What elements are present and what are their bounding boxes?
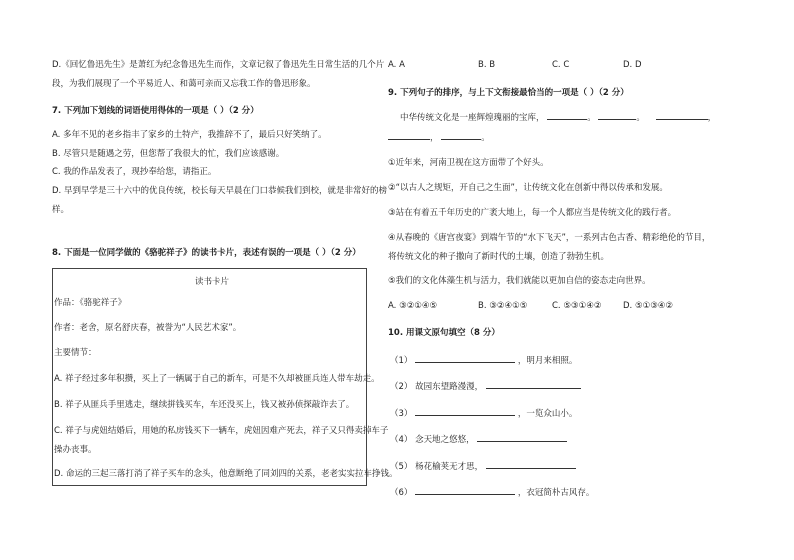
q7-option-a: A. 多年不见的老乡指丰了家乡的土特产，我推辞不了，最后只好笑纳了。 <box>52 130 327 140</box>
item-number: （2） <box>390 382 413 392</box>
blank-line[interactable] <box>598 119 636 120</box>
item-text: 故园东望路漫漫， <box>415 382 484 392</box>
card-option-c-line1: C. 祥子与虎妞结婚后，用她的私房钱买下一辆车，虎妞因难产死去，祥子又只得卖掉车子 <box>54 426 389 436</box>
card-heading: 读书卡片 <box>195 277 230 287</box>
blank-line[interactable] <box>441 139 481 140</box>
item-text: 念天地之悠悠， <box>415 435 475 445</box>
card-option-a: A. 祥子经过多年积攒，买上了一辆属于自己的新车，可是不久却被匪兵连人带车劫走。 <box>54 374 380 384</box>
card-work: 作品：《骆驼祥子》 <box>54 298 127 308</box>
item-text: ，衣冠简朴古风存。 <box>517 488 595 498</box>
card-plot-label: 主要情节： <box>54 348 97 358</box>
q9-option-c: C. ⑤③①④② <box>552 301 602 311</box>
q9-sentence-3: ③站在有着五千年历史的广袤大地上，每一个人都应当是传统文化的践行者。 <box>388 208 677 218</box>
q7-title: 7. 下列加下划线的词语使用得体的一项是（ ）（2 分） <box>52 106 259 116</box>
blank-line[interactable] <box>415 494 515 495</box>
blank-line[interactable] <box>486 388 581 389</box>
card-option-c-line2: 操办丧事。 <box>54 445 97 455</box>
card-author: 作者：老舍，原名舒庆春，被誉为“人民艺术家”。 <box>54 323 242 333</box>
q9-sentence-2: ②“以古人之规矩，开自己之生面”，让传统文化在创新中得以传承和发展。 <box>388 183 668 193</box>
q9-option-a: A. ③②①④⑤ <box>388 301 438 311</box>
item-text: 杨花榆荚无才思， <box>415 462 484 472</box>
item-number: （3） <box>390 409 413 419</box>
q7-option-d-line2: 样。 <box>52 205 70 215</box>
q10-item-2 <box>390 380 581 392</box>
blank-line[interactable] <box>388 139 430 140</box>
q6-option-d-line2: 段，为我们展现了一个平易近人、和蔼可亲而又忘我工作的鲁迅形象。 <box>52 79 316 89</box>
q6-option-d-line1: D.《回忆鲁迅先生》是萧红为纪念鲁迅先生而作，文章记叙了鲁迅先生日常生活的几个片 <box>52 60 385 70</box>
q7-option-d-line1: D. 早到早学是三十六中的优良传统，校长每天早晨在门口恭候我们到校，就是非常好的榜 <box>52 186 387 196</box>
q9-option-d: D. ⑤①③④② <box>623 301 674 311</box>
q9-sentence-5: ⑤我们的文化体藻生机与活力，我们就能以更加自信的姿态走向世界。 <box>388 276 651 286</box>
q10-item-1 <box>390 354 577 366</box>
q10-title: 10. 用课文原句填空（8 分） <box>388 328 500 338</box>
q9-option-b: B. ③②④①⑤ <box>478 301 528 311</box>
q9-title: 9. 下列句子的排序，与上下文衔接最恰当的一项是（ ）（2 分） <box>388 88 629 98</box>
q6-option-d: D. D <box>623 60 642 70</box>
q9-sentence-1: ①近年来，河南卫视在这方面带了个好头。 <box>388 158 549 168</box>
q9-intro-text: 中华传统文化是一座辉煌瑰丽的宝库， <box>400 113 545 123</box>
item-text: ，明月来相照。 <box>517 356 578 366</box>
q10-item-5 <box>390 460 576 472</box>
q9-intro: 中华传统文化是一座辉煌瑰丽的宝库， 。 。 ， <box>400 113 717 123</box>
item-number: （4） <box>390 435 413 445</box>
q10-item-6 <box>390 486 594 498</box>
q6-option-c: C. C <box>552 60 570 70</box>
q9-blank-row2: ， 。 <box>388 131 490 143</box>
q8-title: 8. 下面是一位同学做的《骆驼祥子》的读书卡片，表述有误的一项是（ ）（2 分） <box>52 248 361 258</box>
item-number: （6） <box>390 488 413 498</box>
blank-line[interactable] <box>415 415 515 416</box>
blank-line[interactable] <box>486 468 576 469</box>
item-number: （1） <box>390 356 413 366</box>
item-text: ，一览众山小。 <box>517 409 578 419</box>
blank-line[interactable] <box>477 441 567 442</box>
card-option-d: D. 命运的三起三落打消了祥子买车的念头，他意断绝了同刘四的关系，老老实实拉车挣钱。 <box>54 469 398 479</box>
q10-item-4 <box>390 433 567 445</box>
q7-option-b: B. 尽管只是随遇之劳，但您帮了我很大的忙，我们应该感谢。 <box>52 149 285 159</box>
q9-sentence-4a: ④从春晚的《唐宫夜宴》到端午节的“水下飞天”，一系列古色古香、精彩绝伦的节目， <box>388 233 711 243</box>
card-option-b: B. 祥子从匪兵手里逃走，继续拼钱买车，车还没买上，钱又被孙侦探敲诈去了。 <box>54 400 355 410</box>
q6-option-b: B. B <box>478 60 496 70</box>
item-number: （5） <box>390 462 413 472</box>
q10-item-3 <box>390 407 577 419</box>
blank-line[interactable] <box>415 362 515 363</box>
q7-option-c: C. 我的作品发表了，现抄奉给您，请指正。 <box>52 167 217 177</box>
blank-line[interactable] <box>547 119 587 120</box>
q9-sentence-4b: 将传统文化的种子撒向了新时代的土壤，创造了勃勃生机。 <box>388 252 610 262</box>
q6-option-a: A. A <box>388 60 405 70</box>
blank-line[interactable] <box>656 119 708 120</box>
